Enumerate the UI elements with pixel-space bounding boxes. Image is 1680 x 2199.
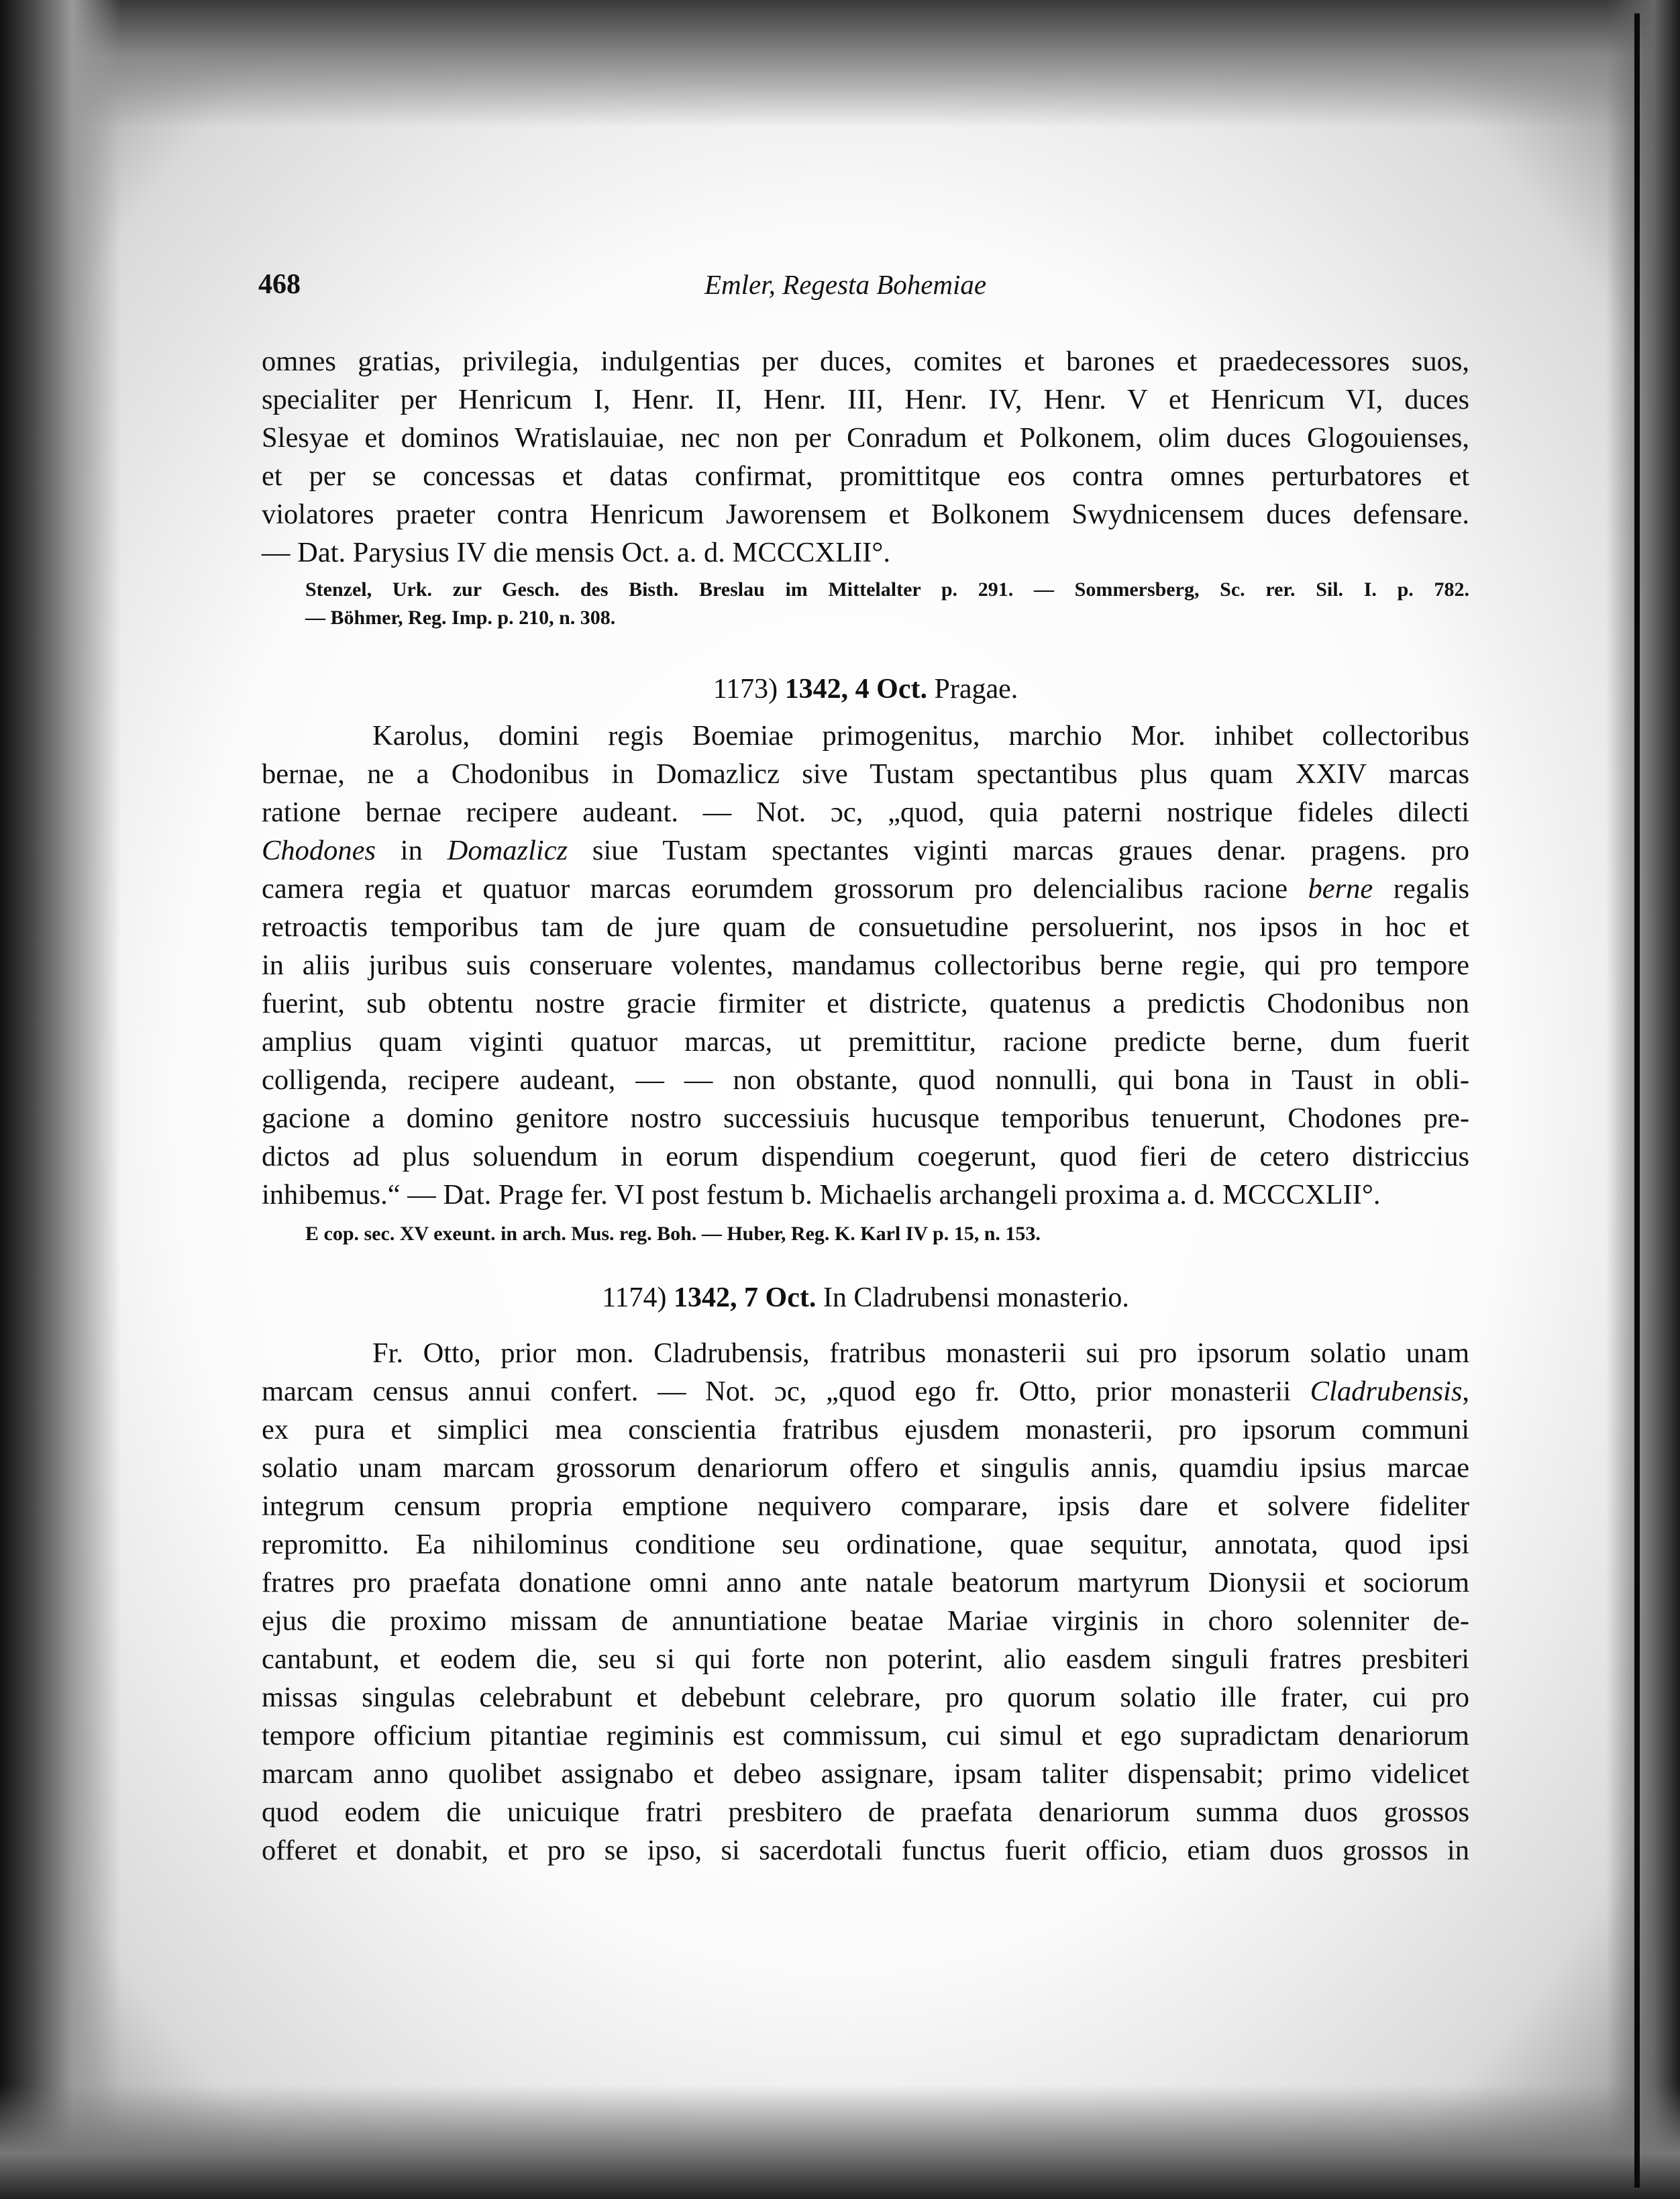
text-line — [262, 1602, 1469, 1640]
text-line — [262, 1411, 1469, 1449]
text-line — [262, 1334, 1469, 1372]
text-line — [262, 870, 1469, 908]
running-title: Emler, Regesta Bohemiae — [704, 269, 987, 300]
text-run: in aliis juribus suis conseruare volentes, mandamus collectoribus berne regie, qui pro tempore — [262, 950, 1469, 981]
text-line — [262, 1487, 1469, 1525]
source-note-line: E cop. sec. XV exeunt. in arch. Mus. reg. Boh. — Huber, Reg. K. Karl IV p. 15, n. 153. — [305, 1223, 1041, 1245]
text-line — [262, 1678, 1469, 1717]
text-run: solatio unam marcam grossorum denariorum offero et singulis annis, quamdiu ipsius marcae — [262, 1452, 1469, 1484]
text-line: Slesyae et dominos Wratislauiae, nec non per Conradum et Polkonem, olim duces Glogouienses, — [262, 422, 1469, 454]
text-run: integrum censum propria emptione nequivero comparare, ipsis dare et solvere fideliter — [262, 1490, 1469, 1522]
text-run: ejus die proximo missam de annuntiatione beatae Mariae virginis in choro solenniter de- — [262, 1605, 1469, 1637]
text-run: Fr. Otto, prior mon. Cladrubensis, fratribus monasterii sui pro ipsorum solatio unam — [372, 1337, 1469, 1369]
text-line — [262, 831, 1469, 870]
page-number: 468 — [258, 269, 301, 300]
text-run: bernae, ne a Chodonibus in Domazlicz sive Tustam spectantibus plus quam XXIV marcas — [262, 758, 1469, 790]
entry-body-1173 — [262, 717, 1469, 1214]
text-line — [262, 1372, 1469, 1411]
text-line — [262, 1099, 1469, 1137]
text-run: ratione bernae recipere audeant. — Not. ɔc, „quod, quia paterni nostrique fideles dilecti — [262, 797, 1469, 828]
entry-place: In Cladrubensi monasterio. — [823, 1282, 1129, 1313]
italic-term: berne — [1308, 873, 1373, 905]
text-line: specialiter per Henricum I, Henr. II, Henr. III, Henr. IV, Henr. V et Henricum VI, duces — [262, 384, 1469, 415]
entry-place: Pragae. — [934, 674, 1018, 705]
text-run: ex pura et simplici mea conscientia fratribus ejusdem monasterii, pro ipsorum communi — [262, 1414, 1469, 1445]
entry-number: 1173) — [713, 674, 778, 705]
page-fold-line — [1634, 13, 1640, 2188]
text-line — [262, 1755, 1469, 1793]
entry-date: 1342, 7 Oct. — [674, 1282, 817, 1313]
text-line — [262, 1061, 1469, 1099]
page-header — [258, 268, 1466, 315]
entry-date: 1342, 4 Oct. — [784, 674, 927, 705]
entry-heading-1174 — [262, 1282, 1469, 1314]
source-note-line: — Böhmer, Reg. Imp. p. 210, n. 308. — [305, 607, 616, 629]
text-run: dictos ad plus soluendum in eorum dispendium coegerunt, quod fieri de cetero districcius — [262, 1141, 1469, 1172]
text-run: , — [1462, 1376, 1469, 1407]
text-line — [262, 1023, 1469, 1061]
text-line — [262, 793, 1469, 831]
text-line: et per se concessas et datas confirmat, promittitque eos contra omnes perturbatores et — [262, 460, 1469, 492]
text-line — [262, 1717, 1469, 1755]
text-line: — Dat. Parysius IV die mensis Oct. a. d. MCCCXLII°. — [262, 537, 890, 568]
text-line — [262, 1176, 1469, 1214]
text-run: inhibemus.“ — Dat. Prage fer. VI post festum b. Michaelis archangeli proxima a. d. MCCCXLII°. — [262, 1179, 1381, 1211]
source-notes — [262, 576, 1469, 632]
scan-shadow-top — [0, 0, 1680, 127]
entry-number: 1174) — [602, 1282, 667, 1313]
entry-heading-1173 — [262, 673, 1469, 705]
text-run: cantabunt, et eodem die, seu si qui forte non poterint, alio easdem singuli fratres presbiteri — [262, 1643, 1469, 1675]
text-run: in — [376, 835, 448, 866]
text-run: tempore officium pitantiae regiminis est commissum, cui simul et ego supradictam denariorum — [262, 1720, 1469, 1751]
text-line — [262, 946, 1469, 984]
text-line — [262, 984, 1469, 1023]
text-line — [262, 1449, 1469, 1487]
text-run: amplius quam viginti quatuor marcas, ut premittitur, racione predicte berne, dum fuerit — [262, 1026, 1469, 1058]
text-line: omnes gratias, privilegia, indulgentias per duces, comites et barones et praedecessores suos, — [262, 346, 1469, 377]
text-run: repromitto. Ea nihilominus conditione seu ordinatione, quae sequitur, annotata, quod ipsi — [262, 1529, 1469, 1560]
source-note-line: Stenzel, Urk. zur Gesch. des Bisth. Breslau im Mittelalter p. 291. — Sommersberg, Sc. rer. Sil. I. p. 782. — [305, 578, 1469, 601]
italic-term: Cladrubensis — [1310, 1376, 1463, 1407]
text-line — [262, 717, 1469, 755]
text-line — [262, 1525, 1469, 1564]
text-run: siue Tustam spectantes viginti marcas graues denar. pragens. pro — [568, 835, 1469, 866]
italic-term: Chodones — [262, 835, 376, 866]
text-run: colligenda, recipere audeant, — — non obstante, quod nonnulli, qui bona in Taust in obli- — [262, 1064, 1469, 1096]
text-run: marcam census annui confert. — Not. ɔc, „quod ego fr. Otto, prior monasterii — [262, 1376, 1310, 1407]
text-line — [262, 1137, 1469, 1176]
text-line — [262, 1564, 1469, 1602]
text-line — [262, 755, 1469, 793]
entry-body-1174 — [262, 1334, 1469, 1870]
text-run: marcam anno quolibet assignabo et debeo assignare, ipsam taliter dispensabit; primo videlicet — [262, 1758, 1469, 1790]
text-run: fuerint, sub obtentu nostre gracie firmiter et districte, quatenus a predictis Chodonibus non — [262, 988, 1469, 1019]
text-run: offeret et donabit, et pro se ipso, si sacerdotali functus fuerit officio, etiam duos grossos in — [262, 1835, 1469, 1866]
text-line: violatores praeter contra Henricum Jaworensem et Bolkonem Swydnicensem duces defensare. — [262, 499, 1469, 530]
scan-shadow-bottom — [0, 2085, 1680, 2199]
scan-shadow-right — [1606, 0, 1680, 2199]
text-run: missas singulas celebrabunt et debebunt celebrare, pro quorum solatio ille frater, cui pro — [262, 1682, 1469, 1713]
text-run: gacione a domino genitore nostro successiuis hucusque temporibus tenuerunt, Chodones pre- — [262, 1103, 1469, 1134]
text-line — [262, 908, 1469, 946]
scan-shadow-left — [0, 0, 121, 2199]
text-line — [262, 1793, 1469, 1831]
source-notes-1173 — [262, 1220, 1469, 1248]
text-run: quod eodem die unicuique fratri presbitero de praefata denariorum summa duos grossos — [262, 1796, 1469, 1828]
text-run: fratres pro praefata donatione omni anno ante natale beatorum martyrum Dionysii et sociorum — [262, 1567, 1469, 1598]
italic-term: Domazlicz — [447, 835, 568, 866]
text-line — [262, 1640, 1469, 1678]
text-run: Karolus, domini regis Boemiae primogenitus, marchio Mor. inhibet collectoribus — [372, 720, 1469, 752]
text-run: retroactis temporibus tam de jure quam de consuetudine persoluerint, nos ipsos in hoc et — [262, 911, 1469, 943]
continuation-paragraph — [262, 342, 1469, 572]
text-line — [262, 1831, 1469, 1870]
text-run: camera regia et quatuor marcas eorumdem grossorum pro delencialibus racione — [262, 873, 1308, 905]
text-run: regalis — [1373, 873, 1469, 905]
